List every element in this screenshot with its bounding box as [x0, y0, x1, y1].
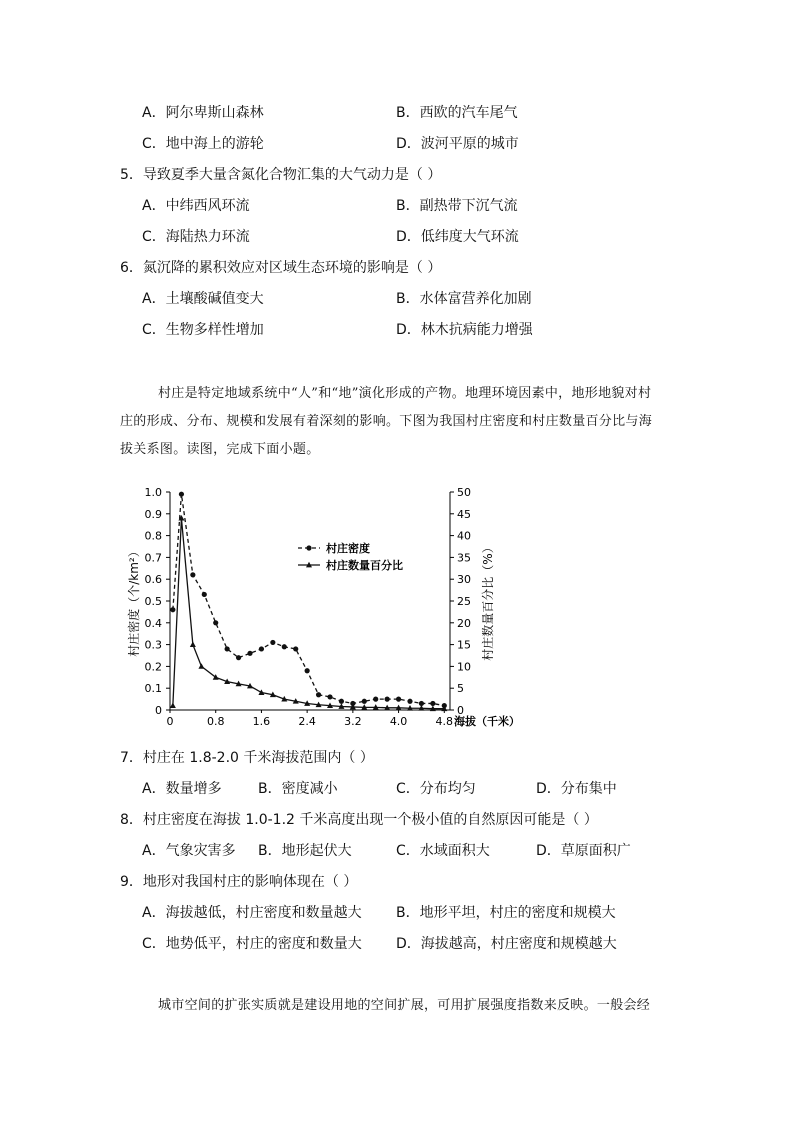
y-axis-left-label: 村庄密度（个/km²） — [127, 545, 141, 657]
q5-option-a: A．中纬西风环流 — [142, 198, 250, 214]
passage-urban — [120, 992, 680, 1020]
x-tick-label: 3.2 — [344, 715, 362, 728]
y-right-tick-label: 10 — [457, 660, 471, 674]
legend-marker-density — [306, 545, 311, 550]
y-right-tick-label: 5 — [457, 682, 464, 696]
density-point — [396, 697, 401, 702]
q5-option-c: C．海陆热力环流 — [142, 229, 250, 245]
y-right-tick-label: 40 — [457, 529, 471, 543]
y-right-tick-label: 20 — [457, 616, 471, 630]
y-right-tick-label: 25 — [457, 595, 471, 608]
x-tick-label: 4.0 — [389, 715, 408, 728]
y-left-tick-label: 0.4 — [144, 616, 162, 630]
density-point — [327, 694, 332, 699]
q9-option-c: C．地势低平，村庄的密度和数量大 — [142, 936, 362, 952]
density-point — [270, 640, 275, 645]
y-right-tick-label: 30 — [457, 573, 471, 587]
density-point — [293, 646, 298, 651]
q6-stem: 6．氮沉降的累积效应对区域生态环境的影响是（ ） — [120, 260, 442, 276]
x-axis-label: 海拔（千米） — [454, 715, 520, 728]
q6-option-c: C．生物多样性增加 — [142, 322, 264, 338]
q6-option-a: A．土壤酸碱值变大 — [142, 291, 264, 307]
y-left-tick-label: 0.5 — [144, 595, 162, 608]
q7-option-b: B．密度减小 — [258, 781, 338, 797]
q8-option-a: A．气象灾害多 — [142, 843, 236, 859]
y-right-tick-label: 50 — [457, 486, 471, 499]
q5-option-b: B．副热带下沉气流 — [396, 198, 518, 214]
q4-option-c: C．地中海上的游轮 — [142, 136, 264, 152]
density-point — [179, 492, 184, 497]
density-point — [430, 701, 435, 706]
q9-option-b: B．地形平坦，村庄的密度和规模大 — [396, 905, 616, 921]
y-left-tick-label: 1.0 — [144, 486, 162, 499]
q6-option-d: D．林木抗病能力增强 — [396, 322, 533, 338]
village-density-chart — [120, 478, 520, 728]
q8-option-c: C．水域面积大 — [396, 843, 490, 859]
density-point — [202, 592, 207, 597]
q8-option-d: D．草原面积广 — [536, 843, 631, 859]
q9-option-a: A．海拔越低，村庄密度和数量越大 — [142, 905, 362, 921]
q4-option-d: D．波河平原的城市 — [396, 136, 519, 152]
q4-option-a: A．阿尔卑斯山森林 — [142, 105, 264, 121]
y-left-tick-label: 0.8 — [144, 529, 162, 543]
y-right-tick-label: 45 — [457, 507, 471, 521]
density-point — [236, 655, 241, 660]
q8-stem: 8．村庄密度在海拔 1.0-1.2 千米高度出现一个极小值的自然原因可能是（ ） — [120, 812, 598, 828]
percent-point — [198, 663, 204, 669]
q7-stem: 7．村庄在 1.8-2.0 千米海拔范围内（ ） — [120, 750, 374, 766]
q7-option-d: D．分布集中 — [536, 781, 617, 797]
q5-stem: 5．导致夏季大量含氮化合物汇集的大气动力是（ ） — [120, 167, 442, 183]
percent-point — [190, 641, 196, 647]
passage-village — [120, 380, 680, 464]
density-point — [190, 572, 195, 577]
percent-point — [258, 689, 264, 695]
y-right-tick-label: 15 — [457, 638, 471, 652]
q9-option-d: D．海拔越高，村庄密度和规模越大 — [396, 936, 617, 952]
x-tick-label: 1.6 — [252, 715, 271, 728]
passage-line-3: 拔关系图。读图，完成下面小题。 — [120, 442, 320, 457]
percent-point — [170, 702, 176, 708]
passage-line-1: 村庄是特定地域系统中“人”和“地”演化形成的产物。地理环境因素中，地形地貌对村 — [158, 386, 652, 401]
density-point — [305, 668, 310, 673]
passage-line-2: 庄的形成、分布、规模和发展有着深刻的影响。下图为我国村庄密度和村庄数量百分比与海 — [120, 414, 653, 429]
x-tick-label: 2.4 — [298, 715, 316, 728]
y-left-tick-label: 0.7 — [144, 551, 162, 565]
density-point — [339, 699, 344, 704]
q9-stem: 9．地形对我国村庄的影响体现在（ ） — [120, 874, 358, 890]
density-point — [407, 699, 412, 704]
y-left-tick-label: 0 — [155, 704, 162, 717]
q6-option-b: B．水体富营养化加剧 — [396, 291, 532, 307]
density-point — [259, 646, 264, 651]
y-left-tick-label: 0.2 — [144, 660, 162, 674]
x-tick-label: 0.8 — [206, 715, 225, 728]
density-point — [316, 692, 321, 697]
density-point — [225, 646, 230, 651]
q7-option-c: C．分布均匀 — [396, 781, 476, 797]
y-right-tick-label: 0 — [457, 704, 464, 717]
q4-option-b: B．西欧的汽车尾气 — [396, 105, 518, 121]
density-point — [213, 620, 218, 625]
x-tick-label: 0 — [166, 715, 174, 728]
y-axis-right-label: 村庄数量百分比（%） — [481, 541, 495, 661]
passage2-line-1: 城市空间的扩张实质就是建设用地的空间扩展，可用扩展强度指数来反映。一般会经 — [158, 998, 651, 1013]
density-point — [362, 699, 367, 704]
y-right-tick-label: 35 — [457, 551, 471, 565]
density-point — [170, 607, 175, 612]
q5-option-d: D．低纬度大气环流 — [396, 229, 519, 245]
q8-option-b: B．地形起伏大 — [258, 843, 352, 859]
legend-label-percent: 村庄数量百分比 — [326, 559, 403, 572]
density-point — [282, 644, 287, 649]
density-point — [385, 697, 390, 702]
density-point — [247, 651, 252, 656]
legend-label-density: 村庄密度 — [326, 542, 370, 555]
q7-option-a: A．数量增多 — [142, 781, 222, 797]
x-tick-label: 4.8 — [435, 715, 454, 728]
y-left-tick-label: 0.3 — [144, 638, 162, 652]
y-left-tick-label: 0.9 — [144, 507, 162, 521]
density-point — [373, 697, 378, 702]
series-line-1 — [173, 494, 444, 705]
y-left-tick-label: 0.1 — [144, 682, 162, 696]
y-left-tick-label: 0.6 — [144, 573, 162, 587]
